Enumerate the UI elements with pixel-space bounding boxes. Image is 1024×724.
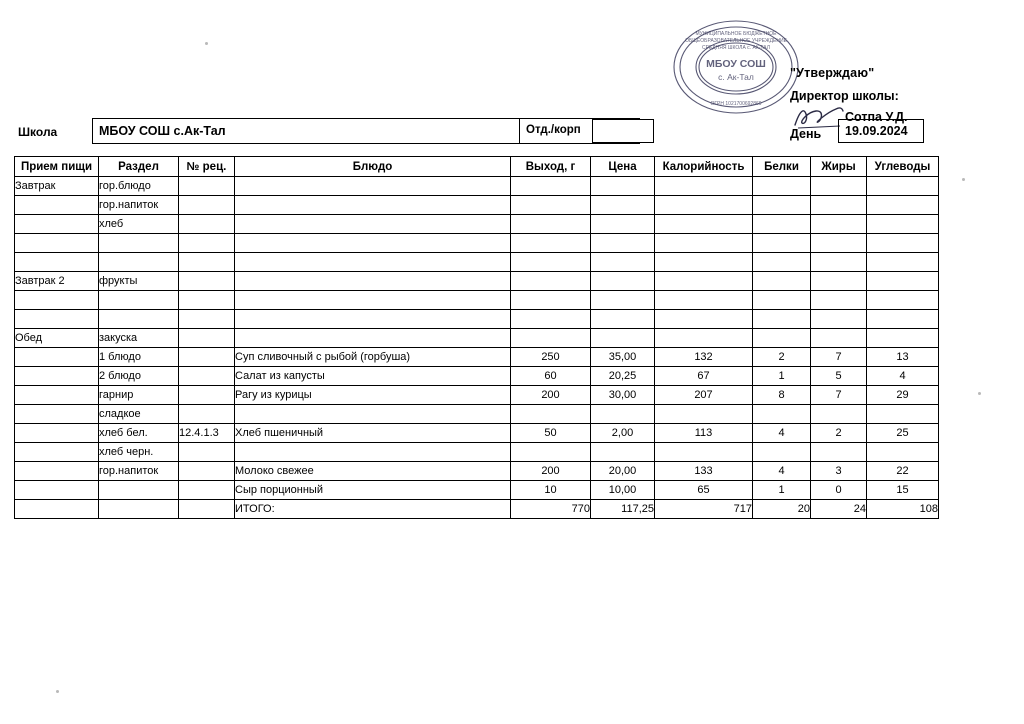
cell-section: 1 блюдо (99, 348, 179, 367)
table-row (15, 386, 939, 405)
cell-protein (753, 310, 811, 329)
col-header-calories: Калорийность (655, 157, 753, 177)
cell-carbs (867, 443, 939, 462)
total-carbs: 108 (867, 500, 939, 519)
col-header-dish: Блюдо (235, 157, 511, 177)
cell-dish (235, 310, 511, 329)
cell-section (99, 481, 179, 500)
cell-calories: 113 (655, 424, 753, 443)
cell-dish (235, 196, 511, 215)
table-row (15, 291, 939, 310)
dept-label: Отд./корп (526, 124, 581, 136)
scan-speck (205, 42, 208, 45)
cell-protein (753, 405, 811, 424)
cell-carbs: 15 (867, 481, 939, 500)
total-label: ИТОГО: (235, 500, 511, 519)
cell-price (591, 196, 655, 215)
cell-recipe (179, 462, 235, 481)
cell-calories (655, 215, 753, 234)
col-header-output: Выход, г (511, 157, 591, 177)
cell-section: 2 блюдо (99, 367, 179, 386)
cell-price (591, 443, 655, 462)
cell-protein (753, 253, 811, 272)
cell-fat (811, 310, 867, 329)
col-header-fat: Жиры (811, 157, 867, 177)
cell-dish (235, 215, 511, 234)
cell-output (511, 329, 591, 348)
cell-recipe (179, 310, 235, 329)
cell-recipe (179, 367, 235, 386)
table-row (15, 443, 939, 462)
cell-calories (655, 272, 753, 291)
cell-calories: 67 (655, 367, 753, 386)
cell-calories (655, 443, 753, 462)
cell-output (511, 234, 591, 253)
cell-section: гор.напиток (99, 196, 179, 215)
cell-recipe (179, 329, 235, 348)
cell-meal (15, 405, 99, 424)
cell-section (99, 253, 179, 272)
cell-price (591, 405, 655, 424)
cell-calories (655, 177, 753, 196)
cell-fat (811, 196, 867, 215)
table-row (15, 177, 939, 196)
table-header-row (15, 157, 939, 177)
cell-section: фрукты (99, 272, 179, 291)
cell-meal: Завтрак 2 (15, 272, 99, 291)
cell-protein: 4 (753, 424, 811, 443)
cell-fat: 7 (811, 386, 867, 405)
cell-meal: Обед (15, 329, 99, 348)
school-name-value: МБОУ СОШ с.Ак-Тал (99, 124, 226, 138)
approve-label: "Утверждаю" (790, 66, 875, 80)
cell-meal (15, 234, 99, 253)
cell-dish (235, 291, 511, 310)
cell-carbs (867, 215, 939, 234)
total-blank-recipe (179, 500, 235, 519)
cell-price (591, 329, 655, 348)
cell-fat (811, 291, 867, 310)
cell-output (511, 177, 591, 196)
cell-calories: 207 (655, 386, 753, 405)
cell-fat (811, 329, 867, 348)
cell-output: 200 (511, 386, 591, 405)
cell-calories (655, 405, 753, 424)
table-row (15, 234, 939, 253)
cell-fat: 2 (811, 424, 867, 443)
cell-protein (753, 234, 811, 253)
col-header-price: Цена (591, 157, 655, 177)
table-row (15, 329, 939, 348)
cell-fat (811, 234, 867, 253)
cell-fat: 7 (811, 348, 867, 367)
cell-carbs (867, 291, 939, 310)
svg-text:ОГРН 1021700692869: ОГРН 1021700692869 (710, 101, 762, 107)
cell-meal (15, 481, 99, 500)
cell-protein: 2 (753, 348, 811, 367)
cell-meal (15, 215, 99, 234)
cell-meal (15, 443, 99, 462)
cell-dish: Рагу из курицы (235, 386, 511, 405)
cell-carbs (867, 405, 939, 424)
cell-calories (655, 253, 753, 272)
table-row (15, 405, 939, 424)
cell-protein (753, 272, 811, 291)
cell-section (99, 291, 179, 310)
cell-calories (655, 310, 753, 329)
table-row (15, 481, 939, 500)
cell-recipe (179, 443, 235, 462)
cell-dish: Хлеб пшеничный (235, 424, 511, 443)
cell-recipe (179, 291, 235, 310)
scan-speck (56, 690, 59, 693)
col-header-section: Раздел (99, 157, 179, 177)
cell-carbs: 25 (867, 424, 939, 443)
cell-recipe: 12.4.1.3 (179, 424, 235, 443)
cell-price (591, 234, 655, 253)
cell-recipe (179, 177, 235, 196)
table-row (15, 253, 939, 272)
cell-protein (753, 443, 811, 462)
cell-dish: Суп сливочный с рыбой (горбуша) (235, 348, 511, 367)
cell-output: 200 (511, 462, 591, 481)
table-row (15, 310, 939, 329)
cell-price: 10,00 (591, 481, 655, 500)
cell-recipe (179, 253, 235, 272)
cell-section: гор.напиток (99, 462, 179, 481)
cell-meal (15, 462, 99, 481)
cell-recipe (179, 481, 235, 500)
cell-dish (235, 253, 511, 272)
cell-dish (235, 329, 511, 348)
cell-price (591, 177, 655, 196)
cell-calories (655, 291, 753, 310)
table-row (15, 196, 939, 215)
school-name-field[interactable] (92, 118, 520, 144)
cell-carbs (867, 272, 939, 291)
cell-price: 30,00 (591, 386, 655, 405)
cell-recipe (179, 196, 235, 215)
cell-recipe (179, 348, 235, 367)
cell-meal (15, 291, 99, 310)
total-output: 770 (511, 500, 591, 519)
cell-meal (15, 253, 99, 272)
cell-carbs: 29 (867, 386, 939, 405)
total-fat: 24 (811, 500, 867, 519)
table-row (15, 367, 939, 386)
cell-carbs (867, 253, 939, 272)
cell-protein (753, 177, 811, 196)
scan-speck (978, 392, 981, 395)
svg-text:МУНИЦИПАЛЬНОЕ БЮДЖЕТНОЕ: МУНИЦИПАЛЬНОЕ БЮДЖЕТНОЕ (695, 31, 777, 37)
cell-recipe (179, 386, 235, 405)
cell-output: 250 (511, 348, 591, 367)
scan-speck (962, 178, 965, 181)
cell-dish: Салат из капусты (235, 367, 511, 386)
cell-fat: 3 (811, 462, 867, 481)
cell-section: хлеб черн. (99, 443, 179, 462)
cell-output (511, 196, 591, 215)
day-field[interactable] (838, 119, 924, 143)
cell-price (591, 253, 655, 272)
table-row (15, 272, 939, 291)
cell-fat: 0 (811, 481, 867, 500)
cell-price (591, 310, 655, 329)
cell-price: 35,00 (591, 348, 655, 367)
col-header-recipe: № рец. (179, 157, 235, 177)
document-header (14, 118, 924, 152)
cell-price: 20,25 (591, 367, 655, 386)
cell-fat (811, 272, 867, 291)
total-protein: 20 (753, 500, 811, 519)
svg-text:ОБЩЕОБРАЗОВАТЕЛЬНОЕ УЧРЕЖДЕНИЕ: ОБЩЕОБРАЗОВАТЕЛЬНОЕ УЧРЕЖДЕНИЕ (685, 38, 787, 44)
svg-text:с. Ак-Тал: с. Ак-Тал (718, 72, 754, 82)
director-name: Сотпа У.Д. (845, 110, 908, 124)
cell-calories: 133 (655, 462, 753, 481)
total-blank-meal (15, 500, 99, 519)
cell-price (591, 291, 655, 310)
cell-output (511, 215, 591, 234)
total-price: 117,25 (591, 500, 655, 519)
cell-recipe (179, 215, 235, 234)
cell-output: 60 (511, 367, 591, 386)
cell-output: 10 (511, 481, 591, 500)
cell-protein: 1 (753, 481, 811, 500)
cell-protein (753, 215, 811, 234)
cell-section: закуска (99, 329, 179, 348)
cell-meal (15, 386, 99, 405)
cell-meal (15, 348, 99, 367)
cell-protein: 4 (753, 462, 811, 481)
cell-recipe (179, 234, 235, 253)
cell-carbs (867, 196, 939, 215)
cell-fat (811, 253, 867, 272)
cell-output (511, 253, 591, 272)
day-value: 19.09.2024 (845, 124, 908, 138)
cell-calories (655, 329, 753, 348)
col-header-carbs: Углеводы (867, 157, 939, 177)
cell-protein (753, 196, 811, 215)
cell-section: гарнир (99, 386, 179, 405)
cell-calories: 132 (655, 348, 753, 367)
cell-calories (655, 234, 753, 253)
cell-carbs: 13 (867, 348, 939, 367)
cell-output (511, 291, 591, 310)
cell-dish (235, 177, 511, 196)
cell-meal: Завтрак (15, 177, 99, 196)
cell-section: гор.блюдо (99, 177, 179, 196)
cell-section (99, 234, 179, 253)
cell-price (591, 215, 655, 234)
cell-price (591, 272, 655, 291)
cell-meal (15, 310, 99, 329)
cell-calories (655, 196, 753, 215)
cell-recipe (179, 405, 235, 424)
total-calories: 717 (655, 500, 753, 519)
table-total-row (15, 500, 939, 519)
cell-dish (235, 443, 511, 462)
cell-fat (811, 405, 867, 424)
cell-fat: 5 (811, 367, 867, 386)
cell-fat (811, 177, 867, 196)
cell-fat (811, 443, 867, 462)
cell-output: 50 (511, 424, 591, 443)
cell-protein (753, 291, 811, 310)
cell-dish: Молоко свежее (235, 462, 511, 481)
cell-carbs: 22 (867, 462, 939, 481)
cell-section (99, 310, 179, 329)
cell-carbs (867, 329, 939, 348)
menu-table (14, 156, 939, 519)
cell-dish: Сыр порционный (235, 481, 511, 500)
cell-meal (15, 196, 99, 215)
cell-carbs: 4 (867, 367, 939, 386)
col-header-meal: Прием пищи (15, 157, 99, 177)
cell-meal (15, 367, 99, 386)
cell-dish (235, 405, 511, 424)
cell-carbs (867, 310, 939, 329)
cell-output (511, 405, 591, 424)
table-row (15, 348, 939, 367)
svg-text:МБОУ СОШ: МБОУ СОШ (706, 58, 766, 70)
cell-section: сладкое (99, 405, 179, 424)
cell-price: 20,00 (591, 462, 655, 481)
cell-carbs (867, 177, 939, 196)
cell-section: хлеб (99, 215, 179, 234)
cell-fat (811, 215, 867, 234)
cell-dish (235, 234, 511, 253)
cell-dish (235, 272, 511, 291)
cell-output (511, 272, 591, 291)
col-header-protein: Белки (753, 157, 811, 177)
dept-value-box[interactable] (592, 119, 654, 143)
cell-price: 2,00 (591, 424, 655, 443)
cell-recipe (179, 272, 235, 291)
cell-protein: 1 (753, 367, 811, 386)
table-row (15, 424, 939, 443)
svg-text:СРЕДНЯЯ ШКОЛА с. АК-ТАЛ: СРЕДНЯЯ ШКОЛА с. АК-ТАЛ (702, 45, 770, 51)
cell-calories: 65 (655, 481, 753, 500)
school-label: Школа (18, 125, 58, 139)
total-blank-section (99, 500, 179, 519)
cell-carbs (867, 234, 939, 253)
cell-output (511, 443, 591, 462)
cell-section: хлеб бел. (99, 424, 179, 443)
table-row (15, 215, 939, 234)
day-label: День (790, 127, 822, 141)
cell-protein: 8 (753, 386, 811, 405)
table-row (15, 462, 939, 481)
cell-protein (753, 329, 811, 348)
cell-output (511, 310, 591, 329)
school-seal-stamp (672, 17, 800, 117)
cell-meal (15, 424, 99, 443)
director-label: Директор школы: (790, 89, 899, 103)
